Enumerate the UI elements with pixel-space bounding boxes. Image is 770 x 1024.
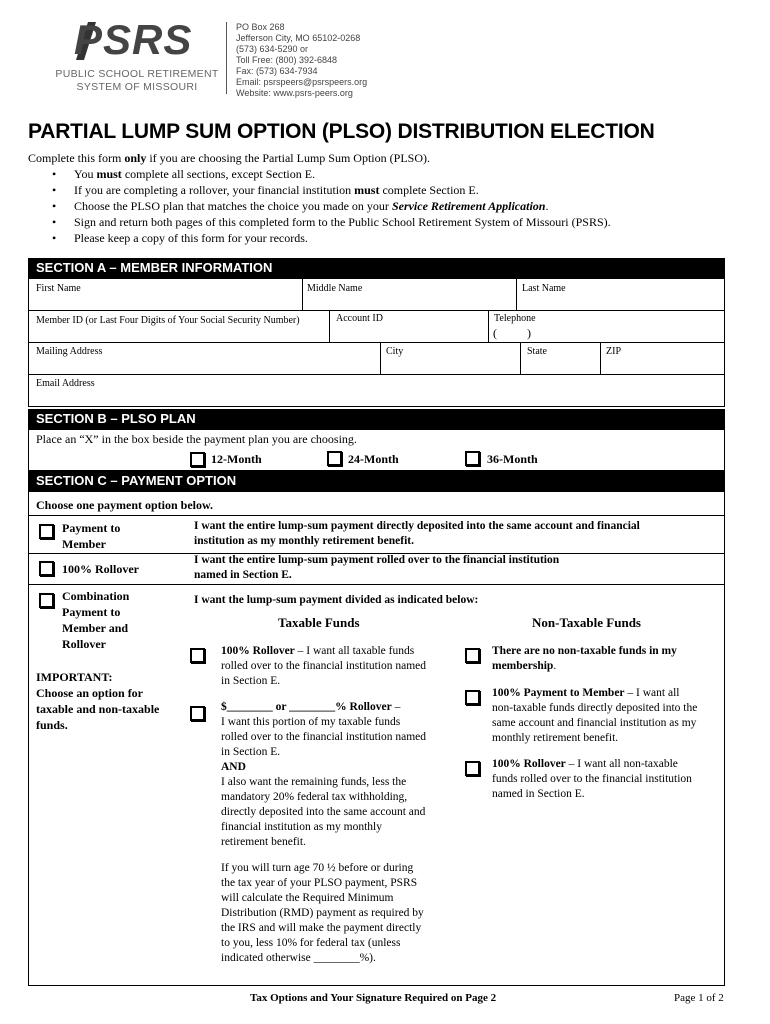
- plan-24-month-checkbox[interactable]: [327, 451, 342, 466]
- email-label: Email Address: [36, 378, 95, 389]
- list-item: • Choose the PLSO plan that matches the choice you made on your Service Retirement Application.: [50, 198, 728, 214]
- state-label: State: [527, 346, 547, 357]
- email-field[interactable]: [36, 390, 720, 404]
- no-nontaxable-checkbox[interactable]: [465, 648, 480, 663]
- instructions-list: [50, 166, 728, 246]
- col-divider: [516, 278, 517, 310]
- plan-12-month-checkbox[interactable]: [190, 452, 205, 467]
- nontaxable-payment-to-member-checkbox[interactable]: [465, 690, 480, 705]
- plan-36-month-checkbox[interactable]: [465, 451, 480, 466]
- payment-to-member-description: I want the entire lump-sum payment directly deposited into the same account and financial institution as my monthly retirement benefit.: [194, 520, 640, 547]
- nontaxable-rollover-text: 100% Rollover – I want all non-taxable funds rolled over to the financial institution named in Section E.: [492, 758, 692, 800]
- taxable-full-rollover-checkbox[interactable]: [190, 648, 205, 663]
- list-item: • Sign and return both pages of this completed form to the Public School Retirement System of Missouri (PSRS).: [50, 214, 728, 230]
- mailing-address-label: Mailing Address: [36, 346, 103, 357]
- col-divider: [329, 310, 330, 342]
- col-divider: [488, 310, 489, 342]
- list-item: • You must complete all sections, except Section E.: [50, 166, 728, 182]
- list-item: • If you are completing a rollover, your financial institution must complete Section E.: [50, 182, 728, 198]
- contact-line: (573) 634-5290 or: [236, 44, 309, 54]
- account-id-field[interactable]: [336, 326, 484, 340]
- col-divider: [600, 342, 601, 374]
- col-divider: [302, 278, 303, 310]
- first-name-label: First Name: [36, 283, 81, 294]
- plan-12-month-label: 12-Month: [211, 452, 262, 466]
- row-divider: [28, 584, 725, 585]
- nontaxable-funds-heading: Non-Taxable Funds: [532, 615, 641, 630]
- state-field[interactable]: [527, 358, 597, 372]
- page-title: PARTIAL LUMP SUM OPTION (PLSO) DISTRIBUTION ELECTION: [28, 120, 655, 143]
- combination-checkbox[interactable]: [39, 593, 54, 608]
- middle-name-field[interactable]: [307, 296, 512, 309]
- combination-label: Combination Payment to Member and Rollover: [62, 589, 130, 651]
- row-divider: [28, 310, 725, 311]
- section-a-header: SECTION A – MEMBER INFORMATION: [28, 258, 725, 278]
- logo-text: PSRS: [74, 16, 193, 63]
- row-divider: [28, 374, 725, 375]
- intro-line: Complete this form only if you are choosing the Partial Lump Sum Option (PLSO).: [28, 151, 430, 165]
- contact-website: Website: www.psrs-peers.org: [236, 88, 353, 98]
- payment-to-member-label: Payment to Member: [62, 521, 121, 551]
- section-c-header: SECTION C – PAYMENT OPTION: [28, 471, 725, 491]
- list-item: • Please keep a copy of this form for your records.: [50, 230, 728, 246]
- page-number: Page 1 of 2: [674, 992, 724, 1004]
- contact-line: Fax: (573) 634-7934: [236, 66, 318, 76]
- last-name-label: Last Name: [522, 283, 566, 294]
- col-divider: [380, 342, 381, 374]
- plan-36-month-label: 36-Month: [487, 452, 538, 466]
- contact-email: Email: psrspeers@psrspeers.org: [236, 77, 368, 87]
- full-rollover-description: I want the entire lump-sum payment rolled over to the financial institution named in Section E.: [194, 554, 560, 581]
- taxable-partial-rollover-checkbox[interactable]: [190, 706, 205, 721]
- mailing-address-field[interactable]: [36, 358, 376, 372]
- logo-subtitle: PUBLIC SCHOOL RETIREMENT SYSTEM OF MISSOURI: [55, 68, 219, 93]
- account-id-label: Account ID: [336, 313, 383, 324]
- payment-to-member-checkbox[interactable]: [39, 524, 54, 539]
- contact-line: Jefferson City, MO 65102-0268: [236, 33, 361, 43]
- nontaxable-rollover-checkbox[interactable]: [465, 761, 480, 776]
- section-b-header: SECTION B – PLSO PLAN: [28, 409, 725, 429]
- header-divider: [226, 22, 227, 94]
- intro-block: [28, 150, 728, 246]
- zip-field[interactable]: [606, 358, 720, 372]
- telephone-label: Telephone: [494, 313, 536, 324]
- row-divider: [28, 515, 725, 516]
- taxable-full-rollover-text: 100% Rollover – I want all taxable funds rolled over to the financial institution named in Section E.: [221, 645, 427, 687]
- row-divider: [28, 342, 725, 343]
- nontaxable-payment-to-member-text: 100% Payment to Member – I want all non-taxable funds directly deposited into the same account and financial institution as my monthly retirement benefit.: [492, 687, 698, 744]
- taxable-funds-heading: Taxable Funds: [278, 615, 360, 630]
- telephone-field[interactable]: [548, 326, 720, 340]
- zip-label: ZIP: [606, 346, 621, 357]
- combination-description: I want the lump-sum payment divided as indicated below:: [194, 594, 479, 606]
- first-name-field[interactable]: [36, 296, 298, 309]
- full-rollover-checkbox[interactable]: [39, 561, 54, 576]
- plan-instruction: Place an “X” in the box beside the payment plan you are choosing.: [36, 432, 357, 446]
- telephone-area-code: ( ): [493, 326, 531, 340]
- city-label: City: [386, 346, 404, 357]
- no-nontaxable-text: There are no non-taxable funds in my membership.: [492, 645, 677, 672]
- member-id-label: Member ID (or Last Four Digits of Your Social Security Number): [36, 315, 300, 326]
- important-note: IMPORTANT: Choose an option for taxable and non-taxable funds.: [36, 670, 160, 732]
- contact-line: Toll Free: (800) 392-6848: [236, 55, 338, 65]
- rmd-note: If you will turn age 70 ½ before or during the tax year of your PLSO payment, PSRS will calculate the Required Minimum Distribution (RMD) payment as required by the IRS and will make the payment directly to you, less 10% for federal tax (unless indicated otherwise ________%).: [221, 862, 424, 964]
- contact-line: PO Box 268: [236, 22, 285, 32]
- contact-block: [236, 22, 367, 99]
- taxable-partial-rollover-text: $________ or ________% Rollover – I want this portion of my taxable funds rolled over to the financial institution named in Section E. AND I also want the remaining funds, less the mandatory 20% federal tax withholding, directly deposited into the same account and financial institution as my monthly retirement benefit.: [221, 701, 427, 848]
- last-name-field[interactable]: [522, 296, 720, 309]
- footer-note: Tax Options and Your Signature Required on Page 2: [250, 992, 497, 1004]
- psrs-logo: [50, 16, 230, 100]
- choose-option-text: Choose one payment option below.: [36, 498, 214, 512]
- full-rollover-label: 100% Rollover: [62, 562, 139, 576]
- col-divider: [520, 342, 521, 374]
- plan-24-month-label: 24-Month: [348, 452, 399, 466]
- middle-name-label: Middle Name: [307, 283, 363, 294]
- city-field[interactable]: [386, 358, 516, 372]
